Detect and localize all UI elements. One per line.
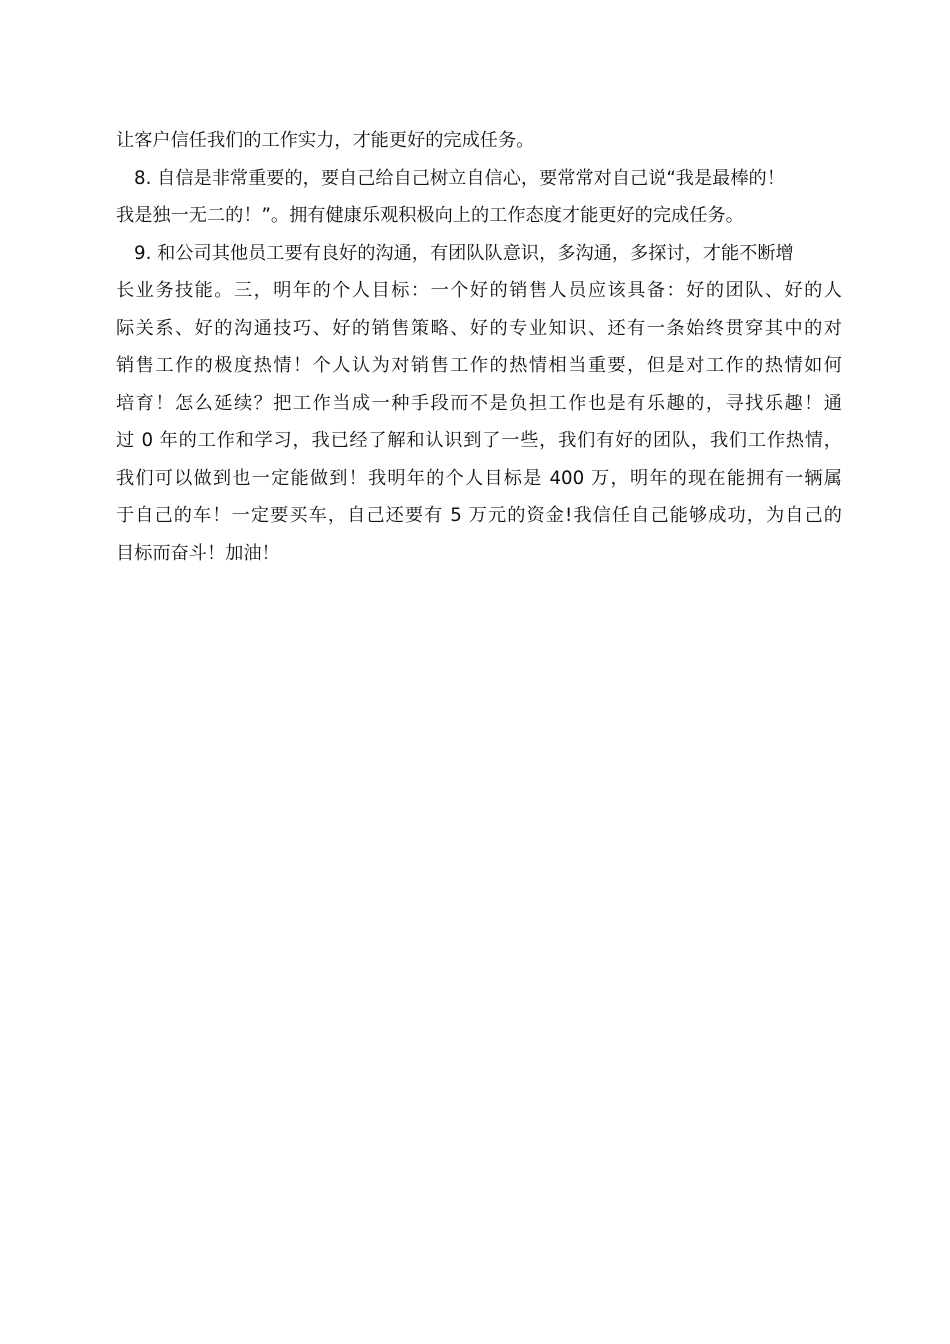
document-body <box>116 122 842 572</box>
paragraph-line-8: 培育！怎么延续？把工作当成一种手段而不是负担工作也是有乐趣的，寻找乐趣！通 <box>116 392 842 414</box>
paragraph-line-3: 我是独一无二的！”。拥有健康乐观积极向上的工作态度才能更好的完成任务。 <box>116 205 744 226</box>
paragraph-line-5: 长业务技能。三，明年的个人目标：一个好的销售人员应该具备：好的团队、好的人 <box>116 280 842 301</box>
paragraph-line-4: 9. 和公司其他员工要有良好的沟通，有团队队意识，多沟通，多探讨，才能不断增 <box>134 242 794 264</box>
paragraph-line-11: 于自己的车！一定要买车，自己还要有 5 万元的资金!我信任自己能够成功，为自己的 <box>116 505 842 526</box>
paragraph-line-12: 目标而奋斗！加油！ <box>116 542 280 564</box>
paragraph-line-2: 8. 自信是非常重要的，要自己给自己树立自信心，要常常对自己说“我是最棒的！ <box>134 167 785 189</box>
paragraph-line-1: 让客户信任我们的工作实力，才能更好的完成任务。 <box>116 130 535 151</box>
paragraph-line-10: 我们可以做到也一定能做到！我明年的个人目标是 400 万，明年的现在能拥有一辆属 <box>116 467 842 489</box>
paragraph-line-7: 销售工作的极度热情！个人认为对销售工作的热情相当重要，但是对工作的热情如何 <box>116 355 842 376</box>
paragraph-line-9: 过 0 年的工作和学习，我已经了解和认识到了一些，我们有好的团队，我们工作热情， <box>116 430 842 451</box>
paragraph-line-6: 际关系、好的沟通技巧、好的销售策略、好的专业知识、还有一条始终贯穿其中的对 <box>116 317 842 339</box>
